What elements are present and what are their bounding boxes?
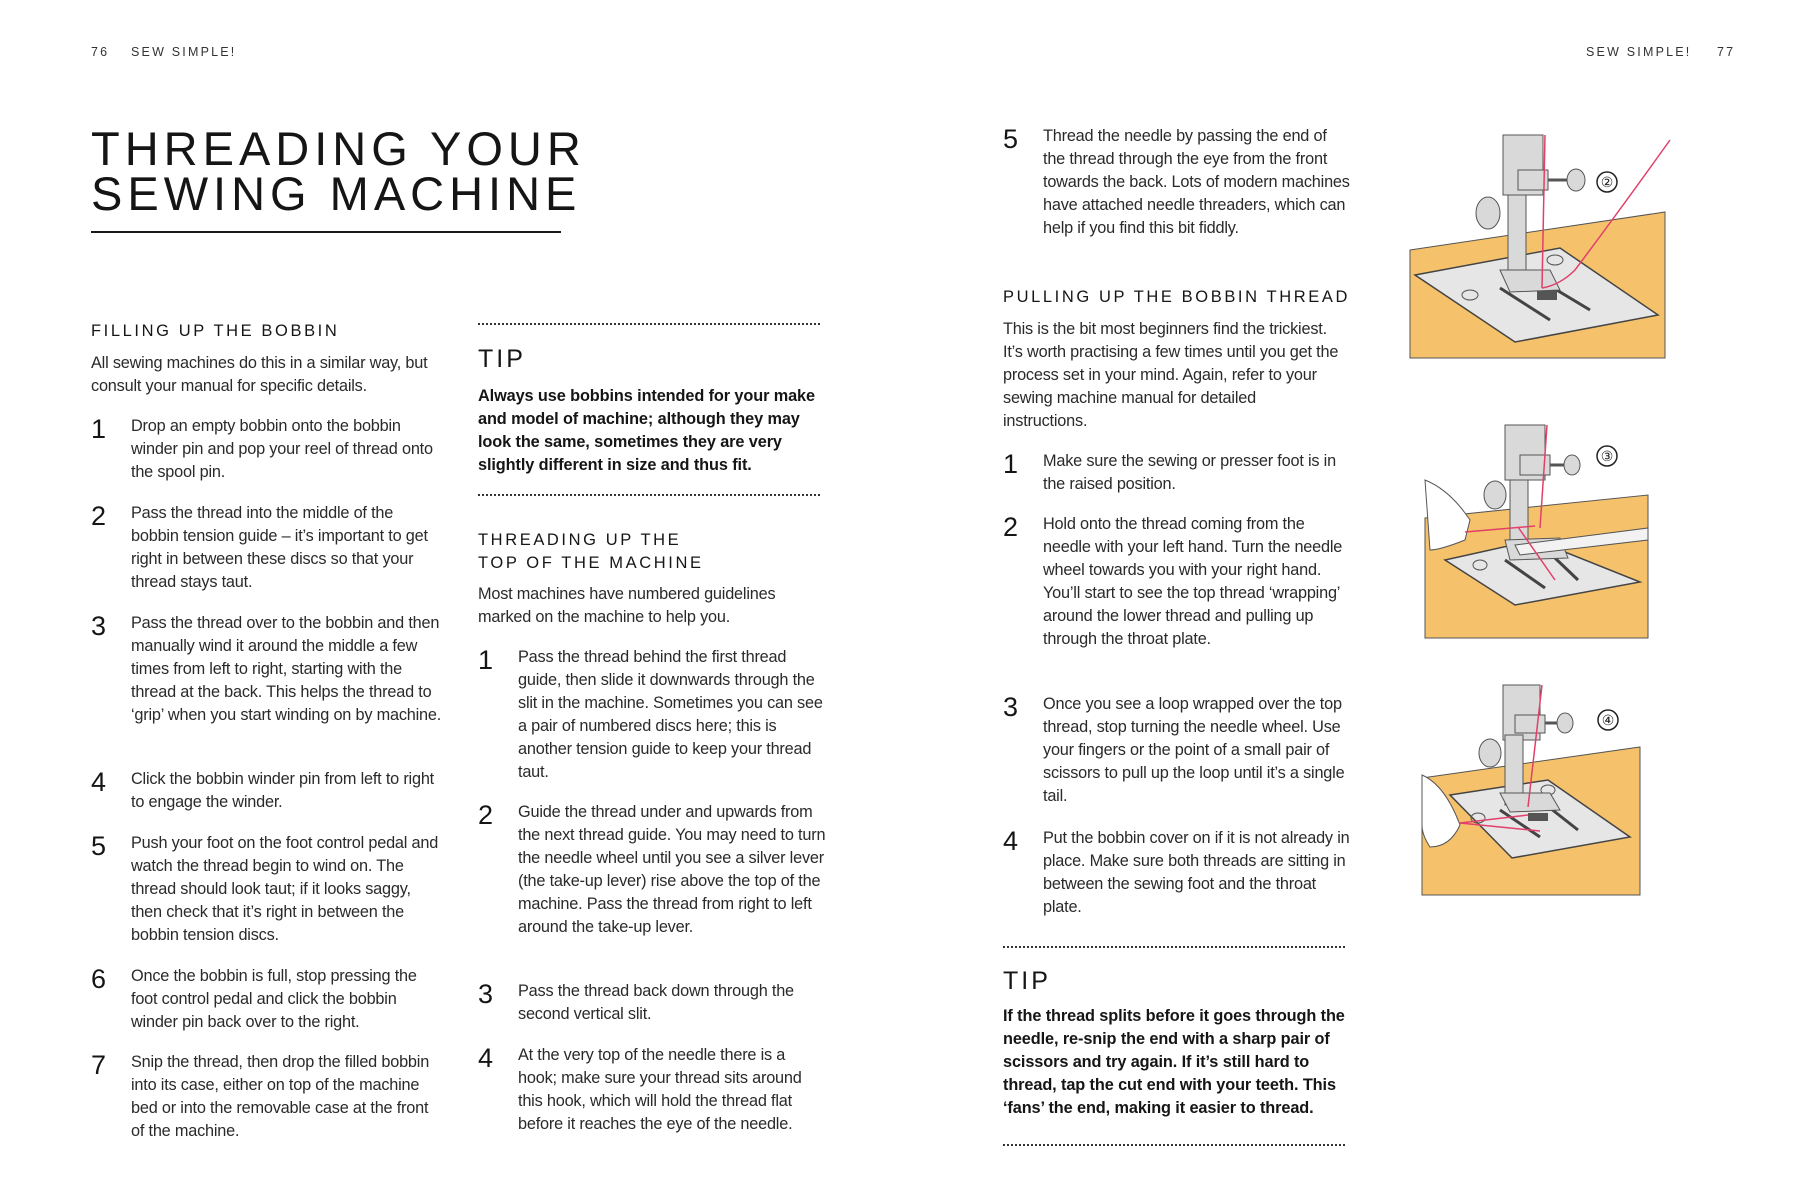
bobbin-step — [91, 832, 443, 947]
title-line-2: SEWING MACHINE — [91, 167, 582, 220]
step-number: 1 — [91, 414, 107, 444]
pulling-step — [1003, 827, 1353, 919]
step-number: 4 — [478, 1043, 494, 1073]
step-number: 7 — [91, 1050, 107, 1080]
step-text: Put the bobbin cover on if it is not already in place. Make sure both threads are sitting in between the sewing foot and the throat plate. — [1043, 829, 1350, 917]
tip-divider-top — [478, 323, 820, 325]
bobbin-step — [91, 415, 443, 484]
bobbin-step — [91, 768, 443, 814]
step-number: 2 — [478, 800, 494, 830]
step-badge-number: ② — [1600, 174, 1614, 190]
step-number: 5 — [91, 831, 107, 861]
illustration-step-2 — [1400, 120, 1700, 370]
step-number: 6 — [91, 964, 107, 994]
step-text: Pass the thread behind the first thread guide, then slide it downwards through the slit in the machine. Sometimes you can see a pair of numbered discs here; this is another tension guide to keep your thread taut. — [518, 648, 823, 782]
step-text: Hold onto the thread coming from the needle with your left hand. Turn the needle wheel towards you with your right hand. You’ll start to see the top thread ‘wrapping’ around the lower thread and pulling up through the throat plate. — [1043, 515, 1343, 649]
step-number: 1 — [478, 645, 494, 675]
step-number: 5 — [1003, 124, 1019, 154]
step-badge-number: ③ — [1600, 448, 1614, 464]
tip-text: If the thread splits before it goes through the needle, re-snip the end with a sharp pair of scissors and try again. If it’s still hard to thread, tap the cut end with your teeth. This ‘fans’ the end, making it easier to thread. — [1003, 1007, 1345, 1118]
title-line-1: THREADING YOUR — [91, 122, 586, 175]
section-heading-pulling-bobbin: PULLING UP THE BOBBIN THREAD — [1003, 288, 1350, 306]
step-number: 3 — [478, 979, 494, 1009]
step-text: Guide the thread under and upwards from the next thread guide. You may need to turn the needle wheel until you see a silver lever (the take-up lever) rise above the top of the machine. Pass the thread from right to left around the take-up lever. — [518, 803, 826, 937]
running-head-left: SEW SIMPLE! — [131, 45, 237, 59]
tip-divider-top — [1003, 946, 1345, 948]
step-text: Pass the thread into the middle of the bobbin tension guide – it’s important to get right in between these discs so that your thread stays taut. — [131, 504, 428, 592]
tip-divider-bottom — [478, 494, 820, 496]
threading-step — [478, 801, 828, 940]
page-number-right: 77 — [1717, 45, 1736, 59]
heading-line-1: THREADING UP THE — [478, 531, 682, 549]
section-intro-pulling-bobbin: This is the bit most beginners find the trickiest. It’s worth practising a few times until you get the process set in your mind. Again, refer to your sewing machine manual for detailed instructions. — [1003, 320, 1339, 431]
step-text: Thread the needle by passing the end of the thread through the eye from the front towards the back. Lots of modern machines have attached needle threaders, which can help if you find this bit fiddly. — [1043, 127, 1350, 238]
section-heading-threading-top — [478, 529, 704, 575]
bobbin-step — [91, 502, 443, 594]
step-text: Pass the thread back down through the second vertical slit. — [518, 982, 794, 1024]
threading-step — [478, 646, 828, 785]
step-text: Snip the thread, then drop the filled bobbin into its case, either on top of the machine bed or into the removable case at the front of the machine. — [131, 1053, 430, 1141]
title-underline — [91, 231, 561, 233]
threading-step — [478, 980, 828, 1026]
step-text: Click the bobbin winder pin from left to right to engage the winder. — [131, 770, 435, 812]
step-text: At the very top of the needle there is a hook; make sure your thread sits around this hook, which will hold the thread flat before it reaches the eye of the needle. — [518, 1046, 802, 1134]
step-number: 3 — [91, 611, 107, 641]
tip-text: Always use bobbins intended for your make and model of machine; although they may look the same, sometimes they are very slightly different in size and thus fit. — [478, 387, 815, 475]
step-text: Make sure the sewing or presser foot is in the raised position. — [1043, 452, 1336, 494]
page-number-left: 76 — [91, 45, 110, 59]
step-text: Pass the thread over to the bobbin and then manually wind it around the middle a few times from left to right, starting with the thread at the back. This helps the thread to ‘grip’ when you start winding on by machine. — [131, 614, 442, 725]
step-number: 1 — [1003, 449, 1019, 479]
step-text: Push your foot on the foot control pedal and watch the thread begin to wind on. The thread should look taut; if it looks saggy, then check that it’s right in between the bobbin tension discs. — [131, 834, 439, 945]
step-number: 4 — [1003, 826, 1019, 856]
step-text: Once you see a loop wrapped over the top thread, stop turning the needle wheel. Use your fingers or the point of a small pair of scissors to pull up the loop until it’s a single tail. — [1043, 695, 1345, 806]
threading-step — [1003, 125, 1353, 240]
step-number: 3 — [1003, 692, 1019, 722]
section-intro-filling-bobbin: All sewing machines do this in a similar way, but consult your manual for specific details. — [91, 354, 428, 396]
pulling-step — [1003, 450, 1353, 496]
threading-step — [478, 1044, 828, 1136]
illustration-step-3 — [1400, 410, 1700, 650]
page-title — [91, 122, 586, 220]
bobbin-step — [91, 612, 443, 727]
step-badge-number: ④ — [1601, 712, 1615, 728]
step-number: 4 — [91, 767, 107, 797]
pulling-step — [1003, 693, 1353, 808]
illustration-step-4 — [1400, 675, 1700, 910]
tip-divider-bottom — [1003, 1144, 1345, 1146]
bobbin-step — [91, 965, 443, 1034]
tip-heading: TIP — [478, 345, 526, 373]
step-text: Once the bobbin is full, stop pressing the foot control pedal and click the bobbin winder pin back over to the right. — [131, 967, 417, 1032]
heading-line-2: TOP OF THE MACHINE — [478, 554, 704, 572]
step-number: 2 — [91, 501, 107, 531]
section-heading-filling-bobbin: FILLING UP THE BOBBIN — [91, 322, 340, 340]
step-text: Drop an empty bobbin onto the bobbin winder pin and pop your reel of thread onto the spool pin. — [131, 417, 433, 482]
step-number: 2 — [1003, 512, 1019, 542]
running-head-right: SEW SIMPLE! — [1586, 45, 1692, 59]
tip-heading: TIP — [1003, 967, 1051, 995]
pulling-step — [1003, 513, 1353, 652]
bobbin-step — [91, 1051, 443, 1143]
section-intro-threading-top: Most machines have numbered guidelines marked on the machine to help you. — [478, 585, 776, 627]
